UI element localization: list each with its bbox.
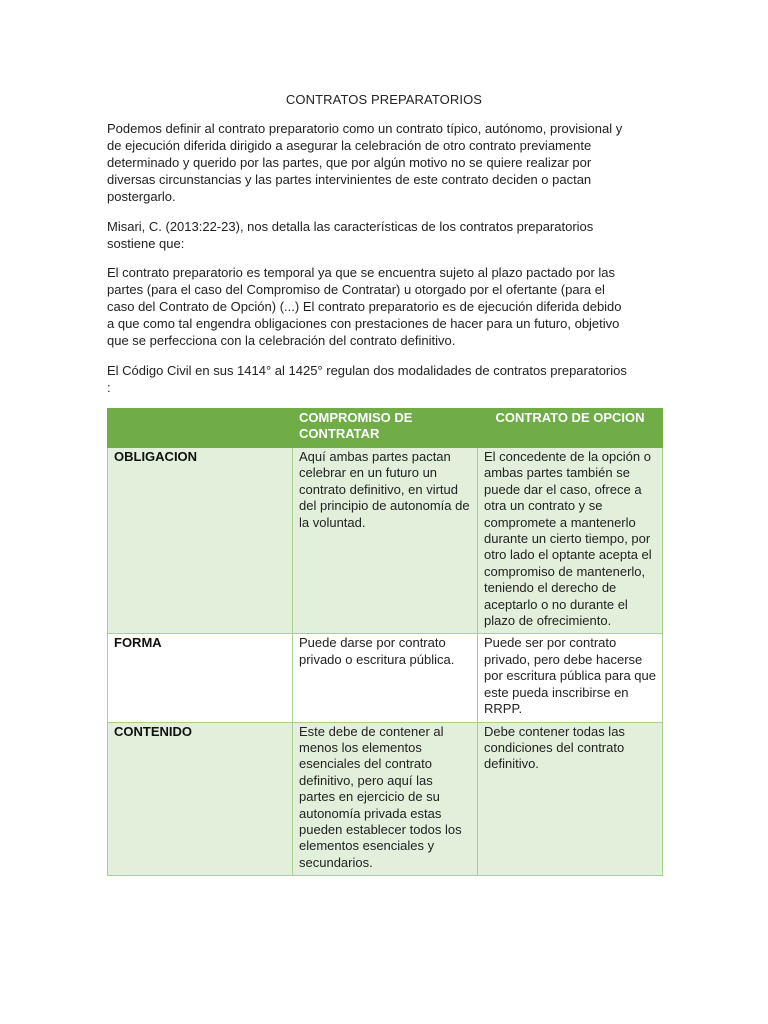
table-row xyxy=(108,448,663,634)
table-header-empty xyxy=(108,409,293,448)
row-label-forma: FORMA xyxy=(108,634,293,722)
table-header-row xyxy=(108,409,663,448)
paragraph-quote: El contrato preparatorio es temporal ya que se encuentra sujeto al plazo pactado por las partes (para el caso del Compromiso de Contratar) u otorgado por el ofertante (para el caso del Contrato de Opción) (...) El contrato preparatorio es de ejecución diferida debido a que como tal engendra obligaciones con prestaciones de hacer para un futuro, objetivo que se perfecciona con la celebración del contrato definitivo. xyxy=(107,265,622,348)
cell-compromiso-forma: Puede darse por contrato privado o escritura pública. xyxy=(293,634,478,722)
row-label-obligacion: OBLIGACION xyxy=(108,448,293,634)
cell-opcion-forma: Puede ser por contrato privado, pero debe hacerse por escritura pública para que este pueda inscribirse en RRPP. xyxy=(478,634,663,722)
table-header-opcion: CONTRATO DE OPCION xyxy=(478,409,663,448)
paragraph-codigo-civil: El Código Civil en sus 1414° al 1425° regulan dos modalidades de contratos preparatorios : xyxy=(107,363,627,395)
paragraph-definition: Podemos definir al contrato preparatorio como un contrato típico, autónomo, provisional y de ejecución diferida dirigido a asegurar la celebración de otro contrato previamente determinado y querido por las partes, que por algún motivo no se quiere realizar por diversas circunstancias y las partes intervinientes de este contrato deciden o pactan postergarlo. xyxy=(107,121,623,204)
comparison-table xyxy=(107,408,663,876)
table-row xyxy=(108,634,663,722)
table-header-compromiso: COMPROMISO DE CONTRATAR xyxy=(293,409,478,448)
cell-compromiso-obligacion: Aquí ambas partes pactan celebrar en un futuro un contrato definitivo, en virtud del principio de autonomía de la voluntad. xyxy=(293,448,478,634)
cell-opcion-contenido: Debe contener todas las condiciones del contrato definitivo. xyxy=(478,722,663,876)
document-title: CONTRATOS PREPARATORIOS xyxy=(285,92,483,107)
paragraph-citation-intro: Misari, C. (2013:22-23), nos detalla las características de los contratos preparatorios sostiene que: xyxy=(107,219,594,251)
row-label-contenido: CONTENIDO xyxy=(108,722,293,876)
table-row xyxy=(108,722,663,876)
cell-opcion-obligacion: El concedente de la opción o ambas partes también se puede dar el caso, ofrece a otra un contrato y se compromete a mantenerlo durante un cierto tiempo, por otro lado el optante acepta el compromiso de mantenerlo, teniendo el derecho de aceptarlo o no durante el plazo de ofrecimiento. xyxy=(478,448,663,634)
cell-compromiso-contenido: Este debe de contener al menos los elementos esenciales del contrato definitivo, pero aquí las partes en ejercicio de su autonomía privada estas pueden establecer todos los elementos esenciales y secundarios. xyxy=(293,722,478,876)
